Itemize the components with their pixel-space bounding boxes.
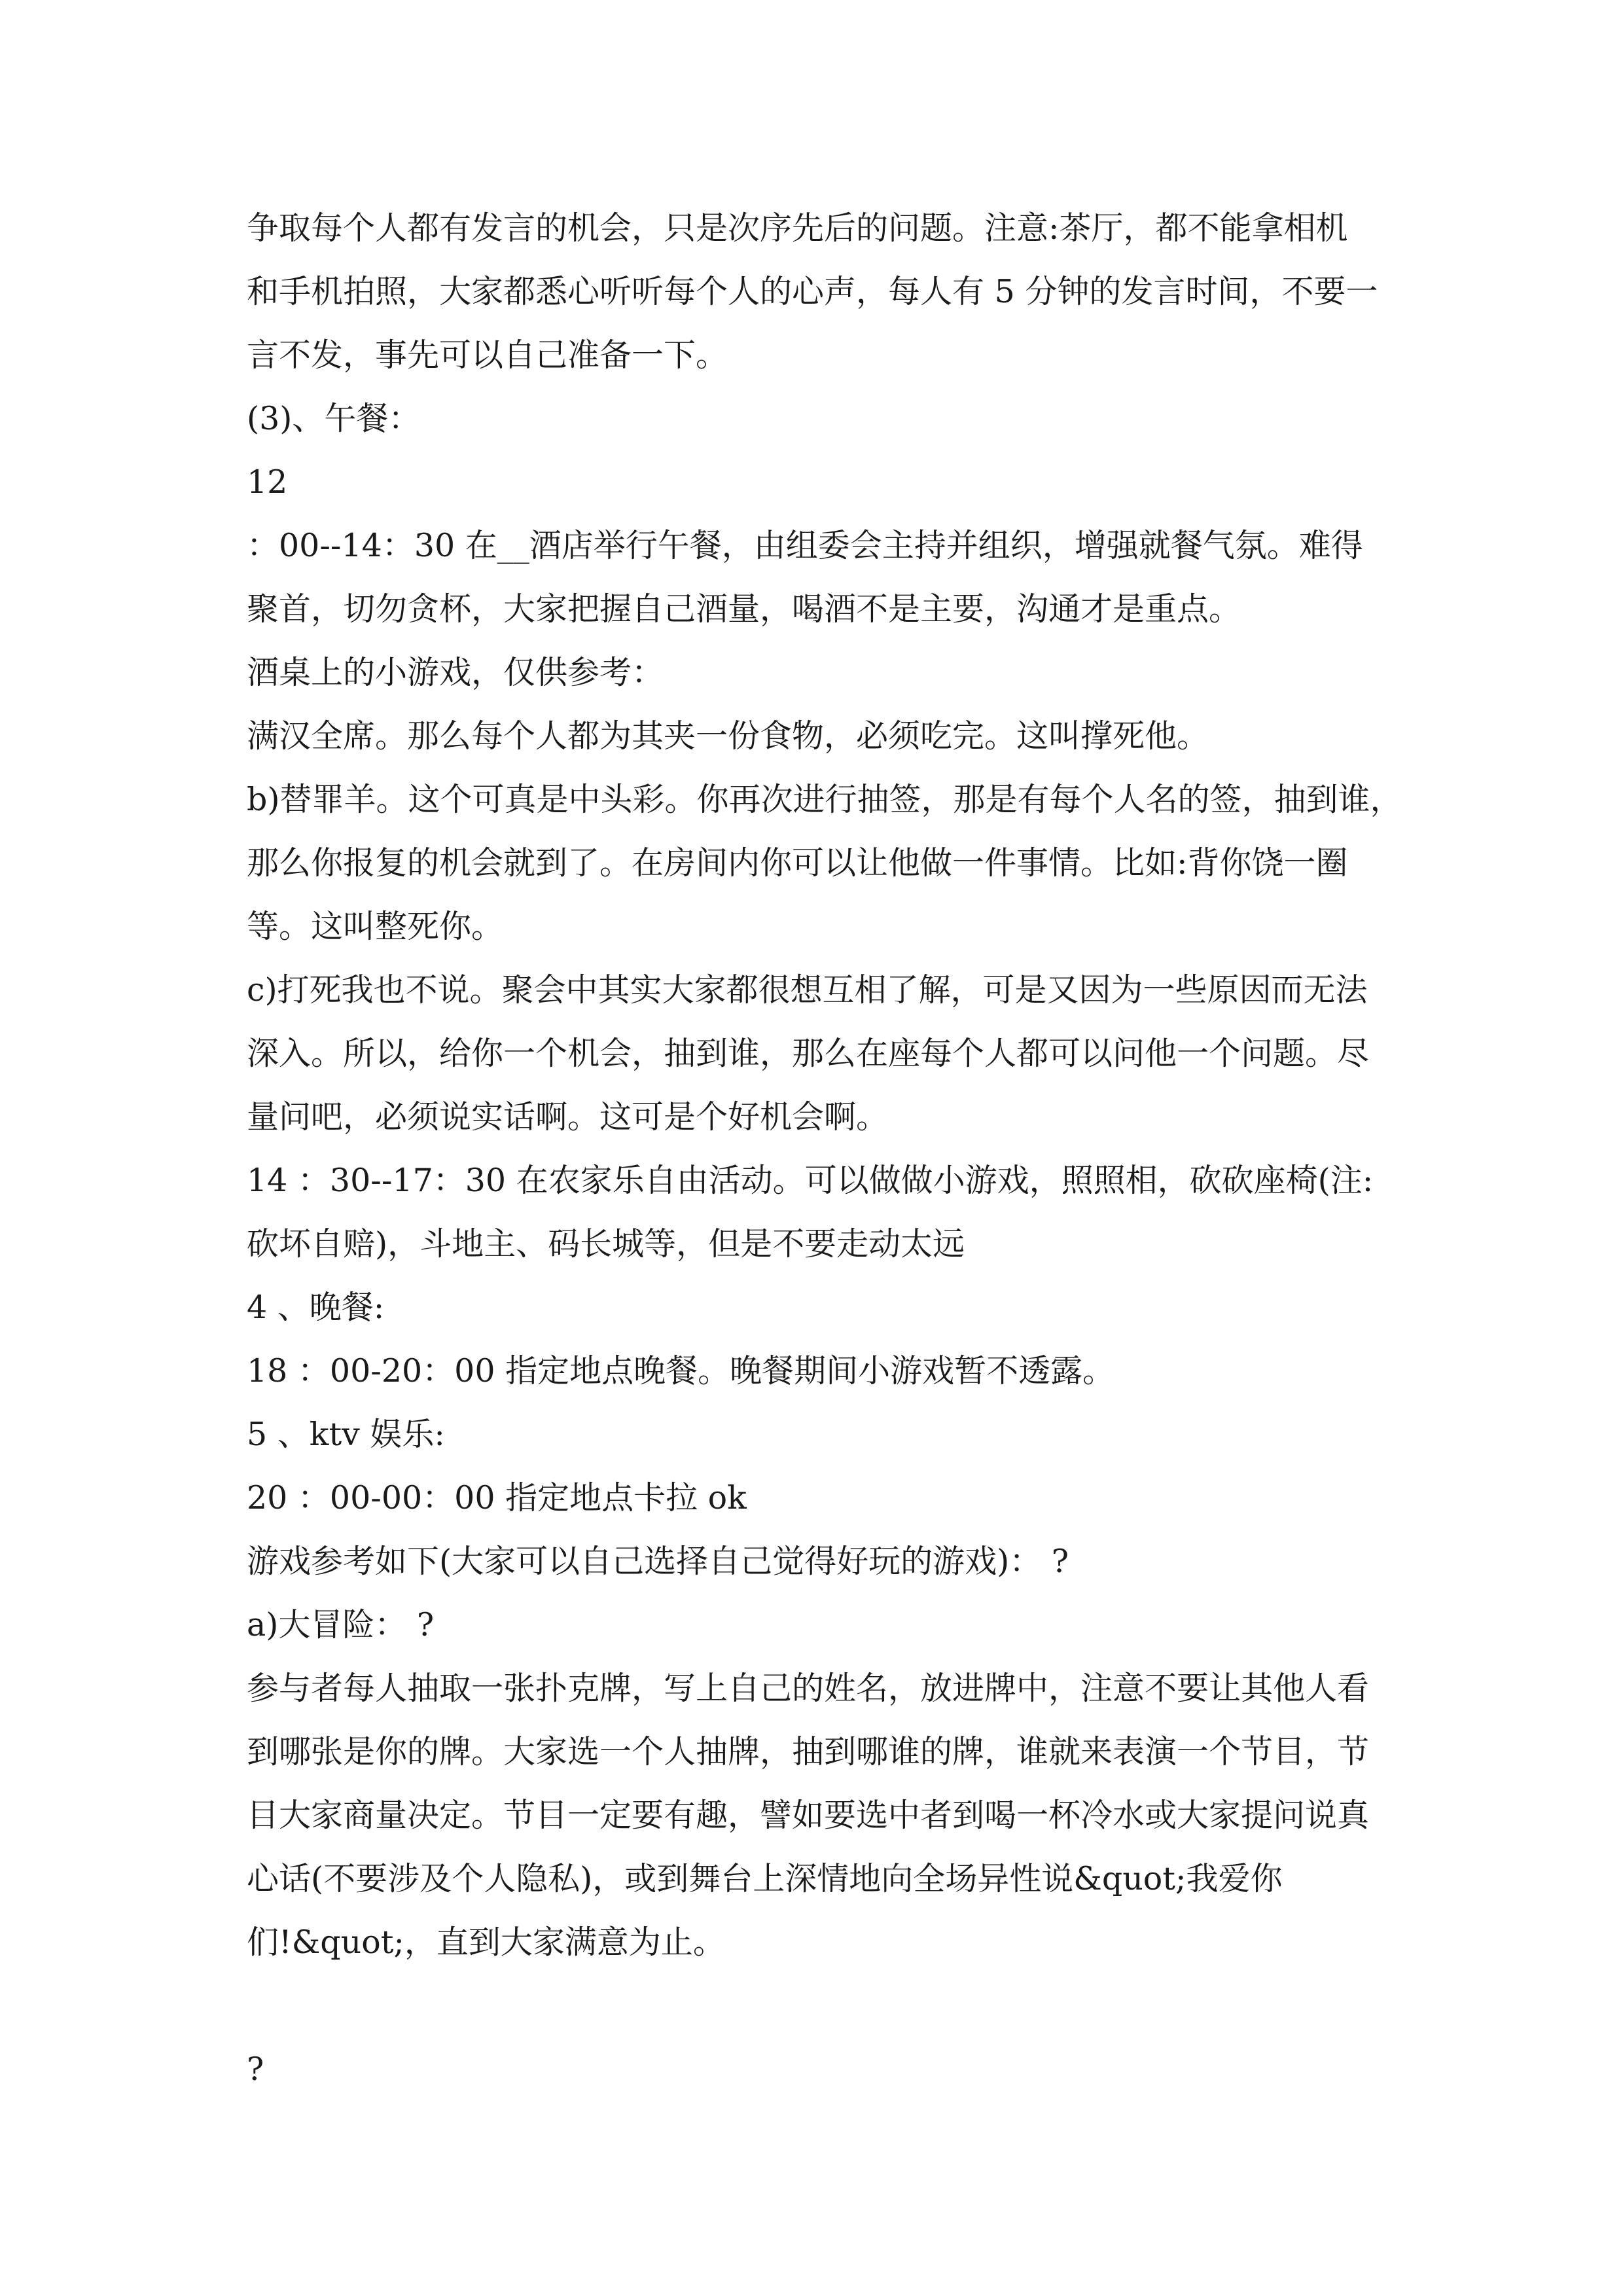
text-line: 砍坏自赔)，斗地主、码长城等，但是不要走动太远: [247, 1225, 965, 1263]
text-line: 14 ：30--17：30 在农家乐自由活动。可以做做小游戏，照照相，砍砍座椅(注:: [247, 1162, 1374, 1199]
text-line: c)打死我也不说。聚会中其实大家都很想互相了解，可是又因为一些原因而无法: [247, 971, 1368, 1009]
blank-line: [247, 1974, 1399, 2037]
text-line: 量问吧，必须说实话啊。这可是个好机会啊。: [247, 1098, 889, 1136]
text-line: 们!&quot;，直到大家满意为止。: [247, 1924, 725, 1961]
text-line: 12: [247, 463, 288, 501]
text-line: 争取每个人都有发言的机会，只是次序先后的问题。注意:茶厅，都不能拿相机: [247, 209, 1348, 247]
text-line: 参与者每人抽取一张扑克牌，写上自己的姓名，放进牌中，注意不要让其他人看: [247, 1670, 1370, 1707]
text-line: 酒桌上的小游戏，仅供参考：: [247, 654, 664, 691]
text-line: 满汉全席。那么每个人都为其夹一份食物，必须吃完。这叫撑死他。: [247, 717, 1209, 755]
text-line: 到哪张是你的牌。大家选一个人抽牌，抽到哪谁的牌，谁就来表演一个节目，节: [247, 1733, 1370, 1770]
text-line: 那么你报复的机会就到了。在房间内你可以让他做一件事情。比如:背你饶一圈: [247, 844, 1348, 882]
section-heading-dinner: 4 、晚餐:: [247, 1289, 385, 1326]
text-line: 聚首，切勿贪杯，大家把握自己酒量，喝酒不是主要，沟通才是重点。: [247, 590, 1241, 628]
text-line: ?: [247, 2051, 264, 2088]
text-line: 18 ：00-20：00 指定地点晚餐。晚餐期间小游戏暂不透露。: [247, 1352, 1115, 1390]
text-line: 言不发，事先可以自己准备一下。: [247, 336, 728, 374]
text-line: 心话(不要涉及个人隐私)，或到舞台上深情地向全场异性说&quot;我爱你: [247, 1860, 1283, 1897]
text-line: 20 ：00-00：00 指定地点卡拉 ok: [247, 1479, 747, 1516]
text-line: 目大家商量决定。节目一定要有趣，譬如要选中者到喝一杯冷水或大家提问说真: [247, 1797, 1370, 1834]
text-line: 和手机拍照，大家都悉心听听每个人的心声，每人有 5 分钟的发言时间，不要一: [247, 273, 1378, 310]
text-line: ：00--14：30 在__酒店举行午餐，由组委会主持并组织，增强就餐气氛。难得: [247, 527, 1363, 564]
document-body: [247, 196, 1402, 2101]
section-heading-lunch: (3)、午餐：: [247, 400, 421, 437]
text-line: 深入。所以，给你一个机会，抽到谁，那么在座每个人都可以问他一个问题。尽: [247, 1035, 1370, 1072]
text-line: 等。这叫整死你。: [247, 908, 504, 945]
text-line: b)替罪羊。这个可真是中头彩。你再次进行抽签，那是有每个人名的签，抽到谁，: [247, 781, 1402, 818]
section-heading-ktv: 5 、ktv 娱乐:: [247, 1416, 445, 1453]
text-line: a)大冒险： ?: [247, 1606, 435, 1643]
text-line: 游戏参考如下(大家可以自己选择自己觉得好玩的游戏)： ?: [247, 1543, 1069, 1580]
